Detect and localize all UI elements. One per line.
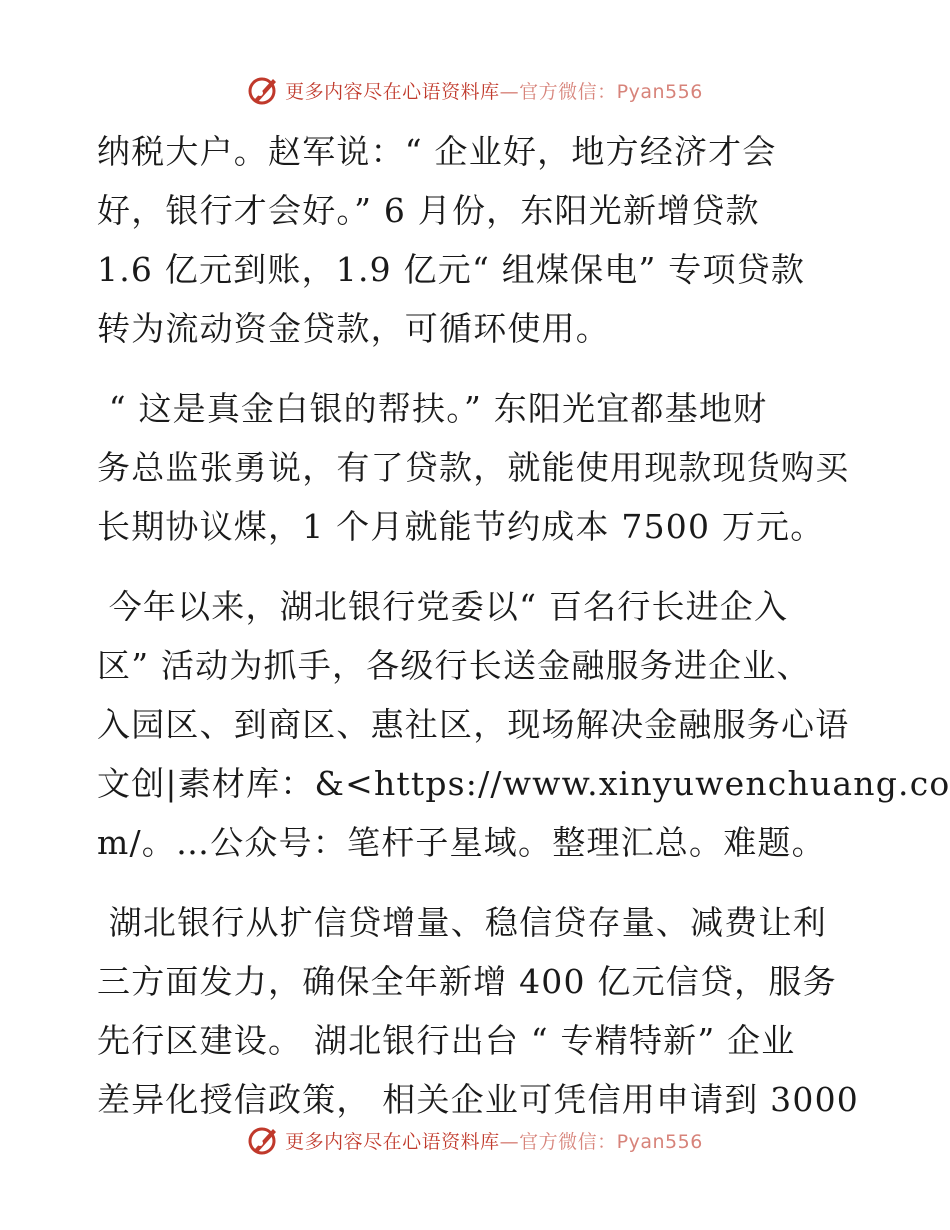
header-banner bbox=[0, 70, 950, 110]
pen-logo-icon bbox=[247, 73, 281, 107]
text-line: 区” 活动为抓手，各级行长送金融服务进企业、 bbox=[97, 646, 811, 685]
document-body bbox=[97, 122, 950, 1129]
text-line: 文创|素材库：&<https://www.xinyuwenchuang.co bbox=[97, 764, 950, 803]
paragraph bbox=[97, 379, 857, 556]
text-line: 差异化授信政策， 相关企业可凭信用申请到 3000 bbox=[97, 1080, 859, 1119]
text-line: “ 这是真金白银的帮扶。” 东阳光宜都基地财 bbox=[97, 389, 768, 428]
text-line: 1.6 亿元到账，1.9 亿元“ 组煤保电” 专项贷款 bbox=[97, 250, 806, 289]
text-line: 务总监张勇说，有了贷款，就能使用现款现货购买 bbox=[97, 448, 850, 487]
footer-banner bbox=[0, 1120, 950, 1160]
text-line: 湖北银行从扩信贷增量、稳信贷存量、减费让利 bbox=[97, 903, 827, 942]
text-line: 转为流动资金贷款，可循环使用。 bbox=[97, 309, 610, 348]
text-line: m/。…公众号：笔杆子星域。整理汇总。难题。 bbox=[97, 823, 826, 862]
text-line: 先行区建设。 湖北银行出台 “ 专精特新” 企业 bbox=[97, 1021, 796, 1060]
banner-text: 更多内容尽在心语资料库—官方微信：Pyan556 bbox=[285, 1130, 703, 1153]
paragraph bbox=[97, 122, 857, 358]
text-line: 三方面发力，确保全年新增 400 亿元信贷，服务 bbox=[97, 962, 837, 1001]
pen-logo-icon bbox=[247, 1123, 281, 1157]
text-line: 今年以来，湖北银行党委以“ 百名行长进企入 bbox=[97, 587, 789, 626]
text-line: 长期协议煤，1 个月就能节约成本 7500 万元。 bbox=[97, 507, 825, 546]
banner-text: 更多内容尽在心语资料库—官方微信：Pyan556 bbox=[285, 80, 703, 103]
text-line: 纳税大户。赵军说：“ 企业好，地方经济才会 bbox=[97, 132, 777, 171]
text-line: 好，银行才会好。” 6 月份，东阳光新增贷款 bbox=[97, 191, 760, 230]
paragraph bbox=[97, 577, 950, 872]
text-line: 入园区、到商区、惠社区，现场解决金融服务心语 bbox=[97, 705, 850, 744]
paragraph bbox=[97, 893, 857, 1129]
